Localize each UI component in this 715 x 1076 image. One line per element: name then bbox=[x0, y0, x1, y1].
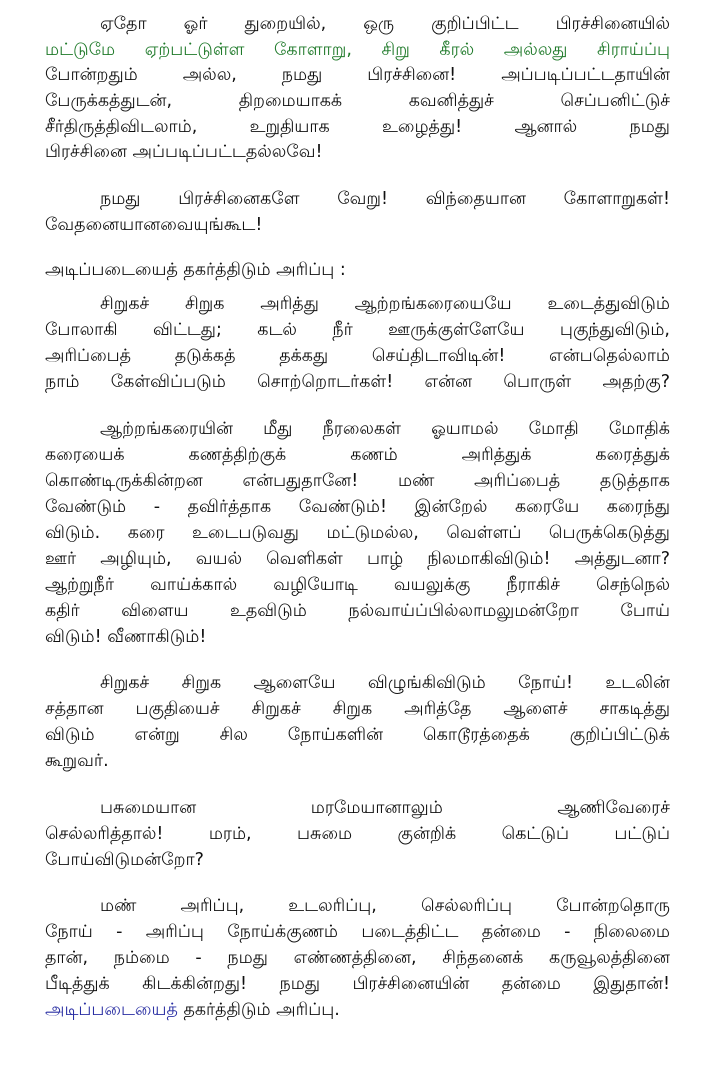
para3-line4: நாம் கேள்விப்படும் சொற்றொடர்கள்! என்ன பொருள் அதற்கு? bbox=[45, 372, 670, 392]
para1-line5: சீர்திருத்திவிடலாம், உறுதியாக உழைத்து! ஆனால் நமது bbox=[45, 117, 670, 137]
section-heading: அடிப்படையைத் தகர்த்திடும் அரிப்பு : bbox=[45, 260, 346, 280]
para5-line1: சிறுகச் சிறுக ஆளையே விழுங்கிவிடும் நோய்! உடலின் bbox=[100, 673, 670, 693]
para7-line2: நோய் - அரிப்பு நோய்க்குணம் படைத்திட்ட தன்மை - நிலைமை bbox=[45, 922, 670, 942]
para3-line2: போலாகி விட்டது; கடல் நீர் ஊருக்குள்ளேயே புகுந்துவிடும், bbox=[45, 320, 670, 340]
para4-line6: ஊர் அழியும், வயல் வெளிகள் பாழ் நிலமாகிவிடும்! அத்துடனா? bbox=[45, 549, 670, 569]
para1-line2-highlighted: மட்டுமே ஏற்பட்டுள்ள கோளாறு, சிறு கீரல் அல்லது சிராய்ப்பு bbox=[45, 40, 670, 60]
para1-line6: பிரச்சினை அப்படிப்பட்டதல்லவே! bbox=[45, 142, 323, 162]
para6-line3: போய்விடுமன்றோ? bbox=[45, 850, 204, 870]
para1-line3: போன்றதும் அல்ல, நமது பிரச்சினை! அப்படிப்பட்டதாயின் bbox=[45, 65, 670, 85]
para5-line4: கூறுவர். bbox=[45, 751, 109, 771]
para7-line5 bbox=[45, 998, 670, 1022]
para7-line5-rest: தகர்த்திடும் அரிப்பு. bbox=[177, 1000, 340, 1020]
para4-line1: ஆற்றங்கரையின் மீது நீரலைகள் ஓயாமல் மோதி மோதிக் bbox=[100, 419, 670, 439]
para4-line9: விடும்! வீணாகிடும்! bbox=[45, 627, 207, 647]
para3-line3: அரிப்பைத் தடுக்கத் தக்கது செய்திடாவிடின்! என்பதெல்லாம் bbox=[45, 346, 670, 366]
para7-line4: பீடித்துக் கிடக்கின்றது! நமது பிரச்சினையின் தன்மை இதுதான்! bbox=[45, 974, 670, 994]
para7-line5-highlighted: அடிப்படையைத் bbox=[45, 1000, 178, 1020]
para4-line3: கொண்டிருக்கின்றன என்பதுதானே! மண் அரிப்பைத் தடுத்தாக bbox=[45, 471, 670, 491]
para2-line2: வேதனையானவையுங்கூட! bbox=[45, 215, 263, 235]
para1-line1: ஏதோ ஓர் துறையில், ஒரு குறிப்பிட்ட பிரச்சினையில் bbox=[100, 14, 670, 34]
para7-line1: மண் அரிப்பு, உடலரிப்பு, செல்லரிப்பு போன்றதொரு bbox=[100, 896, 670, 916]
para5-line3: விடும் என்று சில நோய்களின் கொடூரத்தைக் குறிப்பிட்டுக் bbox=[45, 725, 670, 745]
para4-line8: கதிர் விளைய உதவிடும் நல்வாய்ப்பில்லாமலுமன்றோ போய் bbox=[45, 601, 670, 621]
para2-line1: நமது பிரச்சினைகளே வேறு! விந்தையான கோளாறுகள்! bbox=[100, 189, 670, 209]
para3-line1: சிறுகச் சிறுக அரித்து ஆற்றங்கரையையே உடைத்துவிடும் bbox=[100, 294, 670, 314]
para4-line7: ஆற்றுநீர் வாய்க்கால் வழியோடி வயலுக்கு நீராகிச் செந்நெல் bbox=[45, 575, 670, 595]
para5-line2: சத்தான பகுதியைச் சிறுகச் சிறுக அரித்தே ஆளைச் சாகடித்து bbox=[45, 699, 670, 719]
para6-line2: செல்லரித்தால்! மரம், பசுமை குன்றிக் கெட்டுப் பட்டுப் bbox=[45, 824, 670, 844]
para4-line2: கரையைக் கணத்திற்குக் கணம் அரித்துக் கரைத்துக் bbox=[45, 445, 670, 465]
para6-line1: பசுமையான மரமேயானாலும் ஆணிவேரைச் bbox=[100, 798, 670, 818]
para1-line4: பேருக்கத்துடன், திறமையாகக் கவனித்துச் செப்பனிட்டுச் bbox=[45, 91, 670, 111]
para4-line4: வேண்டும் - தவிர்த்தாக வேண்டும்! இன்றேல் கரையே கரைந்து bbox=[45, 497, 670, 517]
para7-line3: தான், நம்மை - நமது எண்ணத்தினை, சிந்தனைக் கருவூலத்தினை bbox=[45, 948, 670, 968]
para4-line5: விடும். கரை உடைபடுவது மட்டுமல்ல, வெள்ளப் பெருக்கெடுத்து bbox=[45, 523, 670, 543]
